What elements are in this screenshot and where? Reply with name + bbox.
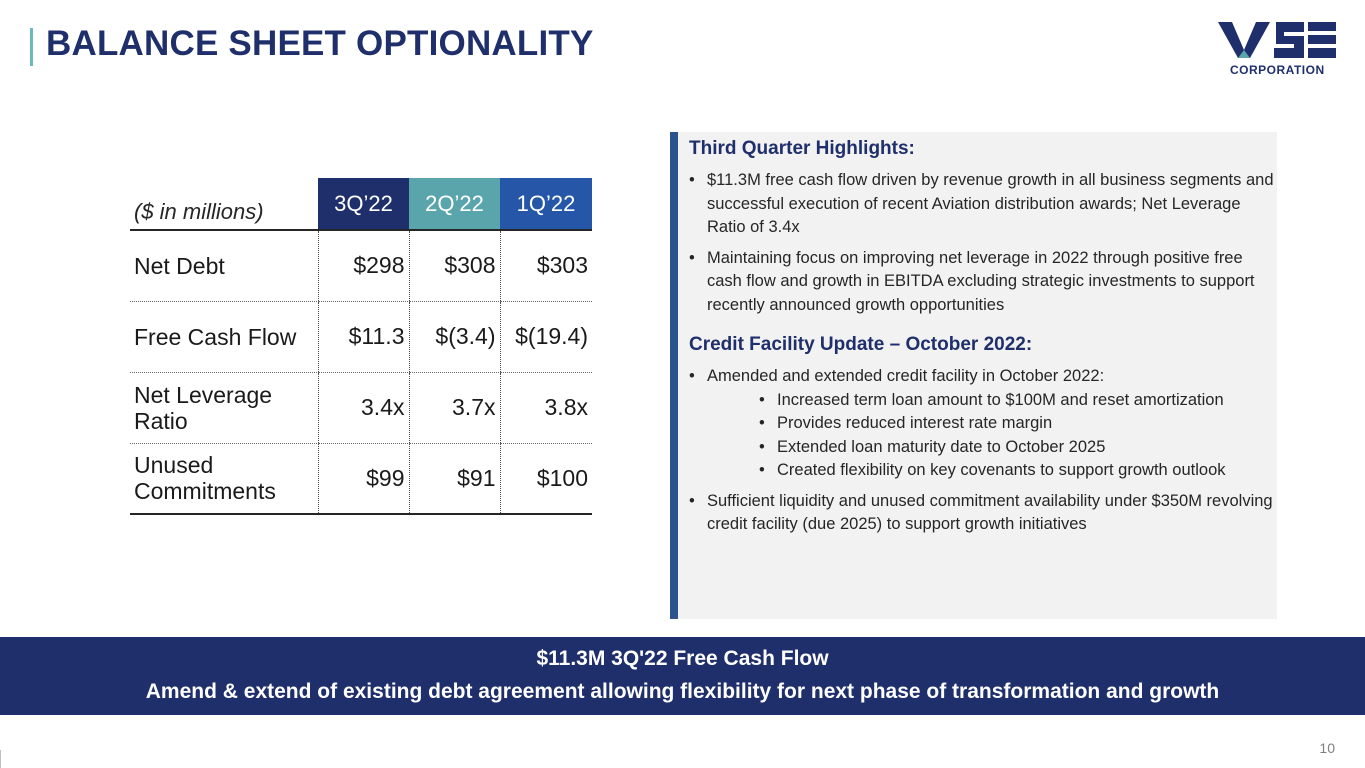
- sub-list-item: • Created flexibility on key covenants to support growth outlook: [759, 459, 1274, 483]
- table-header-row: [130, 178, 592, 230]
- third-quarter-heading: Third Quarter Highlights:: [689, 138, 915, 159]
- cell-value: 3.7x: [409, 372, 500, 443]
- credit-facility-list: [689, 365, 1274, 537]
- cell-value: 3.4x: [318, 372, 409, 443]
- list-item: • Sufficient liquidity and unused commitment availability under $350M revolving credit facility (due 2025) to support growth initiatives: [689, 490, 1274, 537]
- sub-list-item: • Extended loan maturity date to October 2025: [759, 436, 1274, 460]
- row-label: Net Debt: [130, 230, 318, 301]
- page-number: 10: [1319, 740, 1335, 756]
- cell-value: $(19.4): [500, 301, 592, 372]
- edge-divider: [0, 750, 1, 768]
- table-row-unused-commitments: [130, 443, 592, 514]
- column-header-3q22: 3Q’22: [318, 178, 409, 230]
- cell-value: $298: [318, 230, 409, 301]
- column-header-1q22: 1Q’22: [500, 178, 592, 230]
- financial-table: [130, 178, 592, 515]
- credit-facility-sublist: [707, 389, 1274, 483]
- highlights-panel: [670, 132, 1277, 619]
- cell-value: 3.8x: [500, 372, 592, 443]
- banner-subline: Amend & extend of existing debt agreement allowing flexibility for next phase of transformation and growth: [145, 680, 1220, 703]
- summary-banner: [0, 637, 1365, 715]
- title-accent-bar: [30, 28, 33, 66]
- list-item: • $11.3M free cash flow driven by revenue growth in all business segments and successful execution of recent Aviation distribution awards; Net Leverage Ratio of 3.4x: [689, 169, 1274, 240]
- table-row-free-cash-flow: [130, 301, 592, 372]
- page-title: BALANCE SHEET OPTIONALITY: [46, 24, 594, 63]
- credit-facility-heading: Credit Facility Update – October 2022:: [689, 334, 1033, 355]
- table-units-label: ($ in millions): [130, 178, 318, 230]
- sub-list-item: • Increased term loan amount to $100M and reset amortization: [759, 389, 1274, 413]
- list-item: • Maintaining focus on improving net leverage in 2022 through positive free cash flow and growth in EBITDA excluding strategic investments to support recently announced growth opportunities: [689, 247, 1274, 318]
- row-label: Net Leverage Ratio: [130, 372, 318, 443]
- cell-value: $303: [500, 230, 592, 301]
- table-row-net-leverage-ratio: [130, 372, 592, 443]
- cell-value: $100: [500, 443, 592, 514]
- cell-value: $91: [409, 443, 500, 514]
- row-label: Free Cash Flow: [130, 301, 318, 372]
- list-item: [689, 365, 1274, 483]
- sub-list-item: • Provides reduced interest rate margin: [759, 412, 1274, 436]
- third-quarter-list: [689, 169, 1274, 317]
- cell-value: $(3.4): [409, 301, 500, 372]
- logo-corporation-text: CORPORATION: [1230, 63, 1325, 76]
- cell-value: $99: [318, 443, 409, 514]
- cell-value: $308: [409, 230, 500, 301]
- vse-logo-icon: [1218, 20, 1336, 76]
- banner-headline: $11.3M 3Q'22 Free Cash Flow: [536, 647, 829, 670]
- row-label: Unused Commitments: [130, 443, 318, 514]
- table-row-net-debt: [130, 230, 592, 301]
- list-item-text: Amended and extended credit facility in October 2022:: [707, 367, 1105, 385]
- cell-value: $11.3: [318, 301, 409, 372]
- column-header-2q22: 2Q’22: [409, 178, 500, 230]
